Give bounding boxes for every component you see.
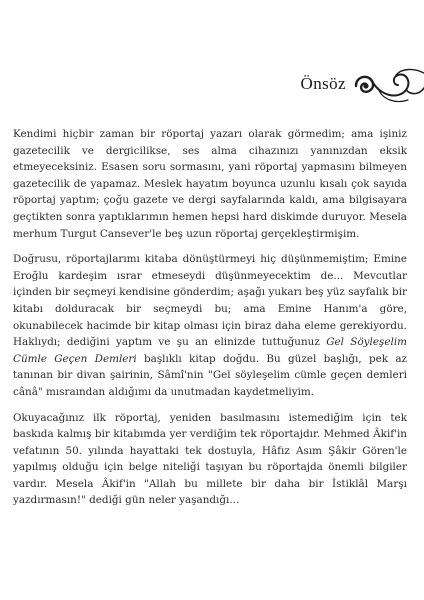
preface-text: [13, 126, 407, 518]
paragraph-3: Okuyacağınız ilk röportaj, yeniden basılmasını istemediğim için tek baskıda kalmış bir kitabımda yer verdiğim tek röportajdır. Mehmed Âkif'in vefatının 50. yılında hayattaki tek dostuyla, Hâfız Asım Şâkir Gören'le yapılmış olduğu için belge niteliği taşıyan bu röportajda önemli bilgiler vardır. Mesela Âkif'in "Allah bu millete bir daha bir İstiklâl Marşı yazdırmasın!" dediği gün neler yaşandığı...: [13, 411, 407, 507]
chapter-heading: Önsöz: [300, 74, 346, 93]
book-title: Gel Söyleşelim Cümle Geçen Demleri: [13, 336, 407, 365]
swirl-ornament-icon: [348, 66, 424, 106]
paragraph-1: Kendimi hiçbir zaman bir röportaj yazarı olarak görmedim; ama işiniz gazetecilik ve dergicilikse, ses alma cihazınızı yanınızdan eksik etmeyeceksiniz. Esasen soru sormasını, yani röportaj yapmasını bilmeyen gazetecilik de yapamaz. Meslek hayatım boyunca uzunlu kısalı çok sayıda röportaj yaptım; çoğu gazete ve dergi sayfalarında kaldı, ama bilgisayara geçtikten sonra yaptıklarımın hemen hepsi hard diskimde duruyor. Mesela merhum Turgut Cansever'le beş uzun röportaj gerçekleştirmişim.: [13, 128, 407, 240]
paragraph-2: Doğrusu, röportajlarımı kitaba dönüştürmeyi hiç düşünmemiştim; Emine Eroğlu kardeşim ısrar etmeseydi düşünmeyecektim de... Mevcutlar içinden bir seçmeyi kendisine gönderdim; aşağı yukarı beş yüz sayfalık bir kitabı dolduracak bir seçmeydi bu; ama Emine Hanım'a göre, okunabilecek hacimde bir kitap olması için biraz daha eleme gerekiyordu. Haklıydı; dediğini yaptım ve şu an elinizde tuttuğunuz Gel Söyleşelim Cümle Geçen Demleri başlıklı kitap doğdu. Bu güzel başlığı, pek az tanınan bir divan şairinin, Sâmî'nin "Gel söyleşelim cümle geçen demleri cânâ" mısraından aldığımı da unutmadan kaydetmeliyim.: [13, 253, 407, 398]
